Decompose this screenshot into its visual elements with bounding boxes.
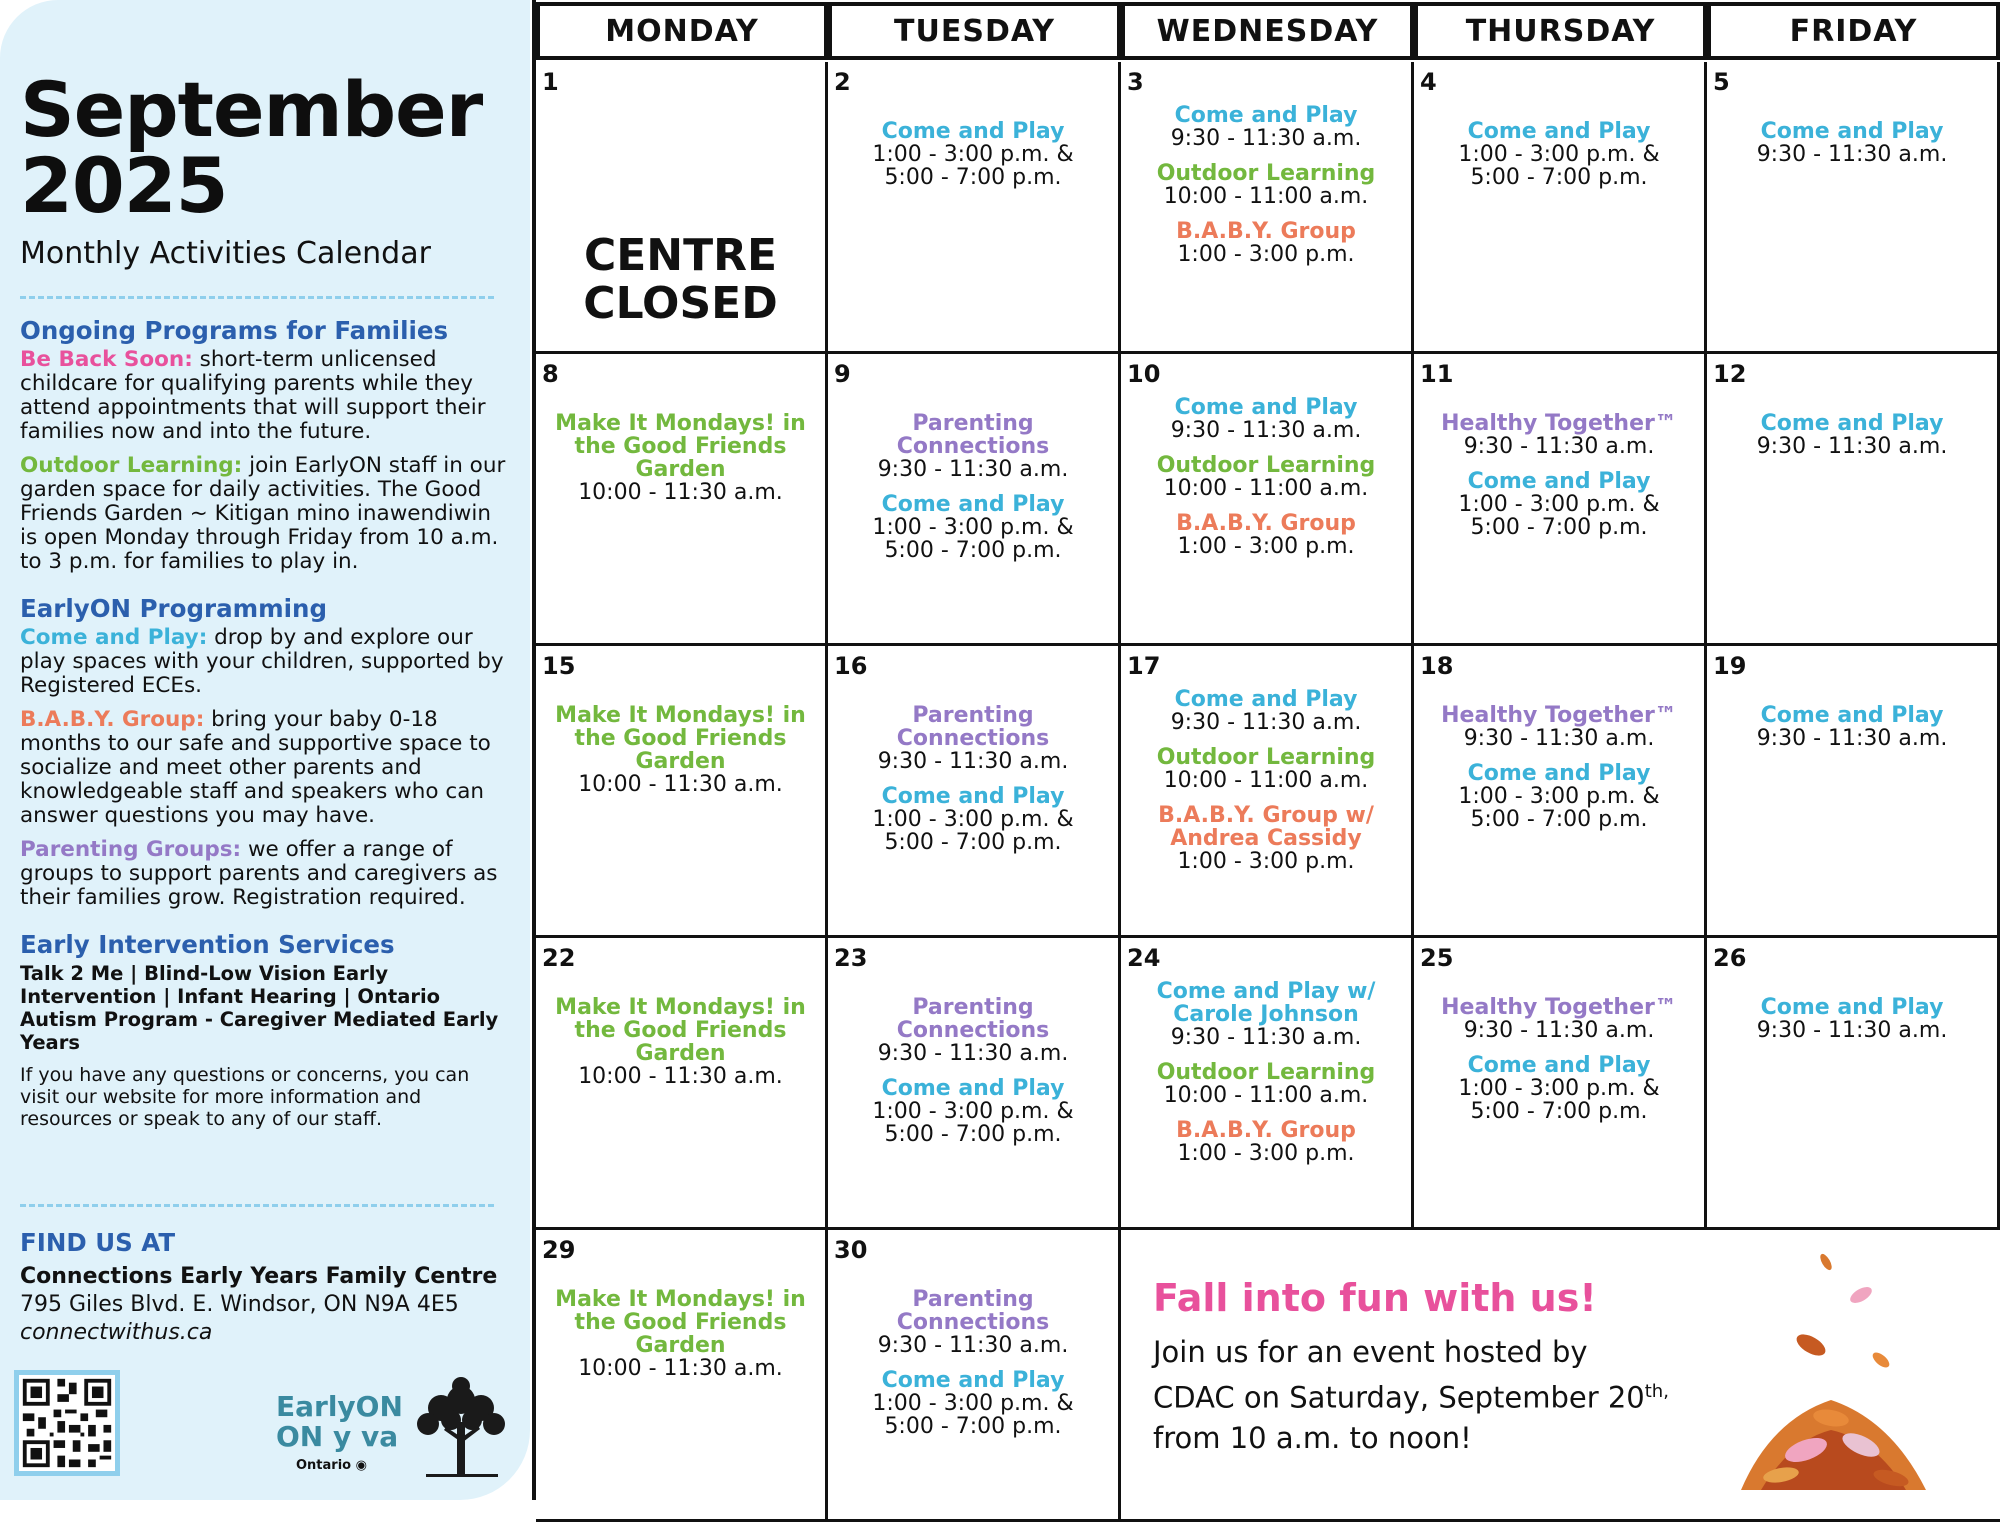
day-number: 11 [1420, 360, 1454, 388]
day-cell [1414, 938, 1707, 1230]
event-time: 1:00 - 3:00 p.m. [1177, 849, 1355, 874]
trillium-icon: ◉ [355, 1458, 367, 1473]
event-time: 9:30 - 11:30 a.m. [1756, 1018, 1948, 1043]
early-intervention-heading: Early Intervention Services [20, 930, 395, 959]
centre-closed-notice: CENTRE CLOSED [583, 230, 778, 329]
event-time: 9:30 - 11:30 a.m. [1756, 434, 1948, 459]
event-list [1707, 996, 1997, 1054]
event-title[interactable]: Outdoor Learning [1156, 745, 1376, 770]
event-title[interactable]: Come and Play [881, 784, 1065, 809]
event-list [828, 120, 1118, 201]
event-list [1121, 980, 1411, 1177]
divider [20, 296, 494, 299]
event-time: 1:00 - 3:00 p.m. [1177, 1141, 1355, 1166]
autumn-leaves-icon [1711, 1250, 1951, 1500]
early-intervention-services: Talk 2 Me | Blind-Low Vision Early Intervention | Infant Hearing | Ontario Autism Program - Caregiver Mediated Early Years [20, 962, 499, 1054]
event-list [1414, 120, 1704, 201]
day-number: 1 [542, 68, 559, 96]
earlyon-logo-line2: ON y va [276, 1420, 399, 1453]
event-title[interactable]: Parenting Connections [896, 703, 1050, 751]
ontario-logo-text: Ontario [296, 1458, 352, 1473]
event-time: 10:00 - 11:00 a.m. [1163, 184, 1369, 209]
day-number: 29 [542, 1236, 576, 1264]
come-and-play-label: Come and Play: [20, 625, 208, 650]
event-time: 10:00 - 11:00 a.m. [1163, 476, 1369, 501]
parenting-groups-description [20, 838, 514, 910]
event-title[interactable]: Healthy Together™ [1441, 411, 1677, 436]
day-number: 15 [542, 652, 576, 680]
day-number: 25 [1420, 944, 1454, 972]
event-time: 1:00 - 3:00 p.m. & 5:00 - 7:00 p.m. [872, 1391, 1074, 1439]
day-cell [1414, 62, 1707, 354]
event-time: 1:00 - 3:00 p.m. [1177, 242, 1355, 267]
event-time: 1:00 - 3:00 p.m. & 5:00 - 7:00 p.m. [1458, 784, 1660, 832]
event-time: 9:30 - 11:30 a.m. [877, 1333, 1069, 1358]
day-header-wednesday: WEDNESDAY [1121, 2, 1414, 60]
day-cell [536, 1230, 828, 1522]
day-number: 12 [1713, 360, 1747, 388]
questions-note: If you have any questions or concerns, you can visit our website for more information and resources or speak to any of our staff. [20, 1064, 470, 1130]
event-list [828, 704, 1118, 866]
outdoor-learning-label: Outdoor Learning: [20, 453, 243, 478]
day-cell [828, 62, 1121, 354]
event-title[interactable]: Come and Play [1467, 119, 1651, 144]
ongoing-programs-heading: Ongoing Programs for Families [20, 316, 449, 345]
day-number: 5 [1713, 68, 1730, 96]
event-title[interactable]: Come and Play [1467, 761, 1651, 786]
event-time: 9:30 - 11:30 a.m. [1463, 434, 1655, 459]
event-list [1414, 412, 1704, 551]
event-title[interactable]: B.A.B.Y. Group [1176, 511, 1356, 536]
earlyon-logo-line1: EarlyON [276, 1390, 403, 1423]
event-time: 1:00 - 3:00 p.m. & 5:00 - 7:00 p.m. [872, 142, 1074, 190]
event-title[interactable]: Come and Play [1760, 411, 1944, 436]
day-number: 26 [1713, 944, 1747, 972]
event-time: 10:00 - 11:00 a.m. [1163, 768, 1369, 793]
event-title[interactable]: Parenting Connections [896, 411, 1050, 459]
day-cell [536, 938, 828, 1230]
event-title[interactable]: Make It Mondays! in the Good Friends Garden [555, 995, 806, 1066]
be-back-soon-description [20, 348, 514, 444]
event-title[interactable]: Healthy Together™ [1441, 703, 1677, 728]
event-list [1121, 688, 1411, 885]
event-list [1121, 104, 1411, 278]
day-number: 10 [1127, 360, 1161, 388]
day-number: 16 [834, 652, 868, 680]
event-title[interactable]: Come and Play [881, 1368, 1065, 1393]
day-header-tuesday: TUESDAY [828, 2, 1121, 60]
website-link[interactable]: connectwithus.ca [20, 1320, 213, 1345]
promo-heading: Fall into fun with us! [1153, 1276, 1597, 1320]
event-title[interactable]: Parenting Connections [896, 1287, 1050, 1335]
event-list [1707, 704, 1997, 762]
event-title[interactable]: Come and Play [1760, 119, 1944, 144]
day-cell [1414, 646, 1707, 938]
event-time: 10:00 - 11:30 a.m. [578, 1356, 783, 1381]
event-list [1707, 412, 1997, 470]
event-time: 10:00 - 11:00 a.m. [1163, 1083, 1369, 1108]
address: 795 Giles Blvd. E. Windsor, ON N9A 4E5 [20, 1292, 459, 1317]
outdoor-learning-description [20, 454, 514, 574]
day-number: 24 [1127, 944, 1161, 972]
event-time: 1:00 - 3:00 p.m. & 5:00 - 7:00 p.m. [1458, 142, 1660, 190]
event-title[interactable]: Come and Play [1174, 103, 1358, 128]
day-number: 8 [542, 360, 559, 388]
qr-code[interactable] [14, 1370, 120, 1476]
event-time: 9:30 - 11:30 a.m. [1463, 1018, 1655, 1043]
event-title[interactable]: Come and Play [1760, 703, 1944, 728]
event-title[interactable]: Come and Play [1174, 395, 1358, 420]
day-cell [828, 646, 1121, 938]
day-cell [1707, 646, 2000, 938]
baby-group-description [20, 708, 514, 828]
event-time: 9:30 - 11:30 a.m. [1170, 126, 1362, 151]
event-time: 1:00 - 3:00 p.m. & 5:00 - 7:00 p.m. [1458, 1076, 1660, 1124]
event-list [1121, 396, 1411, 570]
event-title[interactable]: Make It Mondays! in the Good Friends Garden [555, 703, 806, 774]
event-list [828, 996, 1118, 1158]
event-time: 9:30 - 11:30 a.m. [877, 1041, 1069, 1066]
event-list [828, 412, 1118, 574]
event-time: 9:30 - 11:30 a.m. [1170, 1025, 1362, 1050]
info-sidebar [0, 0, 530, 1500]
calendar-grid [532, 0, 2000, 1500]
day-number: 3 [1127, 68, 1144, 96]
title-year: 2025 [20, 141, 228, 230]
come-and-play-text: drop by and explore our play spaces with your children, supported by Registered ECEs. [20, 625, 504, 698]
event-title[interactable]: Come and Play [881, 492, 1065, 517]
event-time: 1:00 - 3:00 p.m. [1177, 534, 1355, 559]
day-header-friday: FRIDAY [1707, 2, 2000, 60]
day-number: 23 [834, 944, 868, 972]
event-time: 10:00 - 11:30 a.m. [578, 772, 783, 797]
event-title[interactable]: B.A.B.Y. Group w/ Andrea Cassidy [1158, 803, 1374, 851]
promo-body [1153, 1332, 1673, 1458]
event-time: 1:00 - 3:00 p.m. & 5:00 - 7:00 p.m. [872, 807, 1074, 855]
promo-text-sup: th, [1644, 1381, 1669, 1402]
event-list [1414, 704, 1704, 843]
page-title [20, 65, 520, 230]
day-cell [828, 354, 1121, 646]
promo-text-start: Join us for an event hosted by CDAC on Saturday, September 20 [1153, 1335, 1645, 1415]
parenting-groups-text: we offer a range of groups to support parents and caregivers as their families grow. Registration required. [20, 837, 498, 910]
day-header-thursday: THURSDAY [1414, 2, 1707, 60]
event-time: 10:00 - 11:30 a.m. [578, 1064, 783, 1089]
fall-event-promo [1121, 1230, 2000, 1522]
baby-group-label: B.A.B.Y. Group: [20, 707, 205, 732]
day-cell [1414, 354, 1707, 646]
day-number: 22 [542, 944, 576, 972]
day-cell [1121, 354, 1414, 646]
event-time: 9:30 - 11:30 a.m. [877, 749, 1069, 774]
event-title[interactable]: Come and Play [881, 119, 1065, 144]
day-cell [1707, 938, 2000, 1230]
event-time: 9:30 - 11:30 a.m. [1170, 418, 1362, 443]
day-number: 2 [834, 68, 851, 96]
event-title[interactable]: Come and Play [881, 1076, 1065, 1101]
day-cell [828, 938, 1121, 1230]
ontario-logo [296, 1458, 367, 1473]
baby-group-text: bring your baby 0-18 months to our safe and supportive space to socialize and meet other parents and knowledgeable staff and speakers who can answer questions you may have. [20, 707, 491, 828]
organization-name: Connections Early Years Family Centre [20, 1264, 498, 1289]
outdoor-learning-text: join EarlyON staff in our garden space for daily activities. The Good Friends Garden ~ Kitigan mino inawendiwin is open Monday through Friday from 10 a.m. to 3 p.m. for families to play in. [20, 453, 506, 574]
event-time: 1:00 - 3:00 p.m. & 5:00 - 7:00 p.m. [872, 515, 1074, 563]
day-cell [536, 646, 828, 938]
day-number: 17 [1127, 652, 1161, 680]
day-cell [1707, 62, 2000, 354]
event-list [536, 996, 825, 1100]
event-time: 1:00 - 3:00 p.m. & 5:00 - 7:00 p.m. [872, 1099, 1074, 1147]
day-number: 4 [1420, 68, 1437, 96]
day-number: 9 [834, 360, 851, 388]
event-title[interactable]: Come and Play [1760, 995, 1944, 1020]
event-title[interactable]: Outdoor Learning [1156, 1060, 1376, 1085]
day-cell [536, 354, 828, 646]
event-time: 1:00 - 3:00 p.m. & 5:00 - 7:00 p.m. [1458, 492, 1660, 540]
event-title[interactable]: Come and Play [1174, 687, 1358, 712]
event-title[interactable]: B.A.B.Y. Group [1176, 219, 1356, 244]
day-number: 18 [1420, 652, 1454, 680]
event-list [828, 1288, 1118, 1450]
find-us-heading: FIND US AT [20, 1228, 176, 1257]
come-and-play-description [20, 626, 514, 698]
day-cell [1121, 646, 1414, 938]
event-title[interactable]: Healthy Together™ [1441, 995, 1677, 1020]
event-time: 9:30 - 11:30 a.m. [877, 457, 1069, 482]
event-title[interactable]: Come and Play [1467, 469, 1651, 494]
event-title[interactable]: Outdoor Learning [1156, 453, 1376, 478]
be-back-soon-label: Be Back Soon: [20, 347, 193, 372]
day-header-monday: MONDAY [536, 2, 828, 60]
earlyon-programming-heading: EarlyON Programming [20, 594, 328, 623]
event-title[interactable]: Outdoor Learning [1156, 161, 1376, 186]
parenting-groups-label: Parenting Groups: [20, 837, 242, 862]
event-title[interactable]: B.A.B.Y. Group [1176, 1118, 1356, 1143]
event-list [536, 704, 825, 808]
program-descriptions [20, 316, 514, 1130]
day-number: 30 [834, 1236, 868, 1264]
event-title[interactable]: Make It Mondays! in the Good Friends Garden [555, 411, 806, 482]
event-title[interactable]: Come and Play [1467, 1053, 1651, 1078]
event-time: 10:00 - 11:30 a.m. [578, 480, 783, 505]
day-cell [828, 1230, 1121, 1522]
event-list [536, 1288, 825, 1392]
event-list [1414, 996, 1704, 1135]
event-list [1707, 120, 1997, 178]
earlyon-logo [276, 1392, 403, 1452]
day-cell [536, 62, 828, 354]
day-cell [1707, 354, 2000, 646]
event-list [536, 412, 825, 516]
event-title[interactable]: Parenting Connections [896, 995, 1050, 1043]
day-cell [1121, 938, 1414, 1230]
event-title[interactable]: Come and Play w/ Carole Johnson [1156, 979, 1376, 1027]
qr-code-icon [19, 1375, 115, 1471]
title-month: September [20, 65, 483, 154]
promo-text-end: from 10 a.m. to noon! [1153, 1420, 1472, 1455]
event-time: 9:30 - 11:30 a.m. [1756, 726, 1948, 751]
event-time: 9:30 - 11:30 a.m. [1756, 142, 1948, 167]
divider [20, 1204, 494, 1207]
event-time: 9:30 - 11:30 a.m. [1463, 726, 1655, 751]
be-back-soon-text: short-term unlicensed childcare for qualifying parents while they attend appointments that will support their families now and into the future. [20, 347, 486, 444]
event-time: 9:30 - 11:30 a.m. [1170, 710, 1362, 735]
day-cell [1121, 62, 1414, 354]
page-subtitle: Monthly Activities Calendar [20, 236, 431, 271]
day-number: 19 [1713, 652, 1747, 680]
event-title[interactable]: Make It Mondays! in the Good Friends Garden [555, 1287, 806, 1358]
tree-icon [406, 1372, 516, 1482]
